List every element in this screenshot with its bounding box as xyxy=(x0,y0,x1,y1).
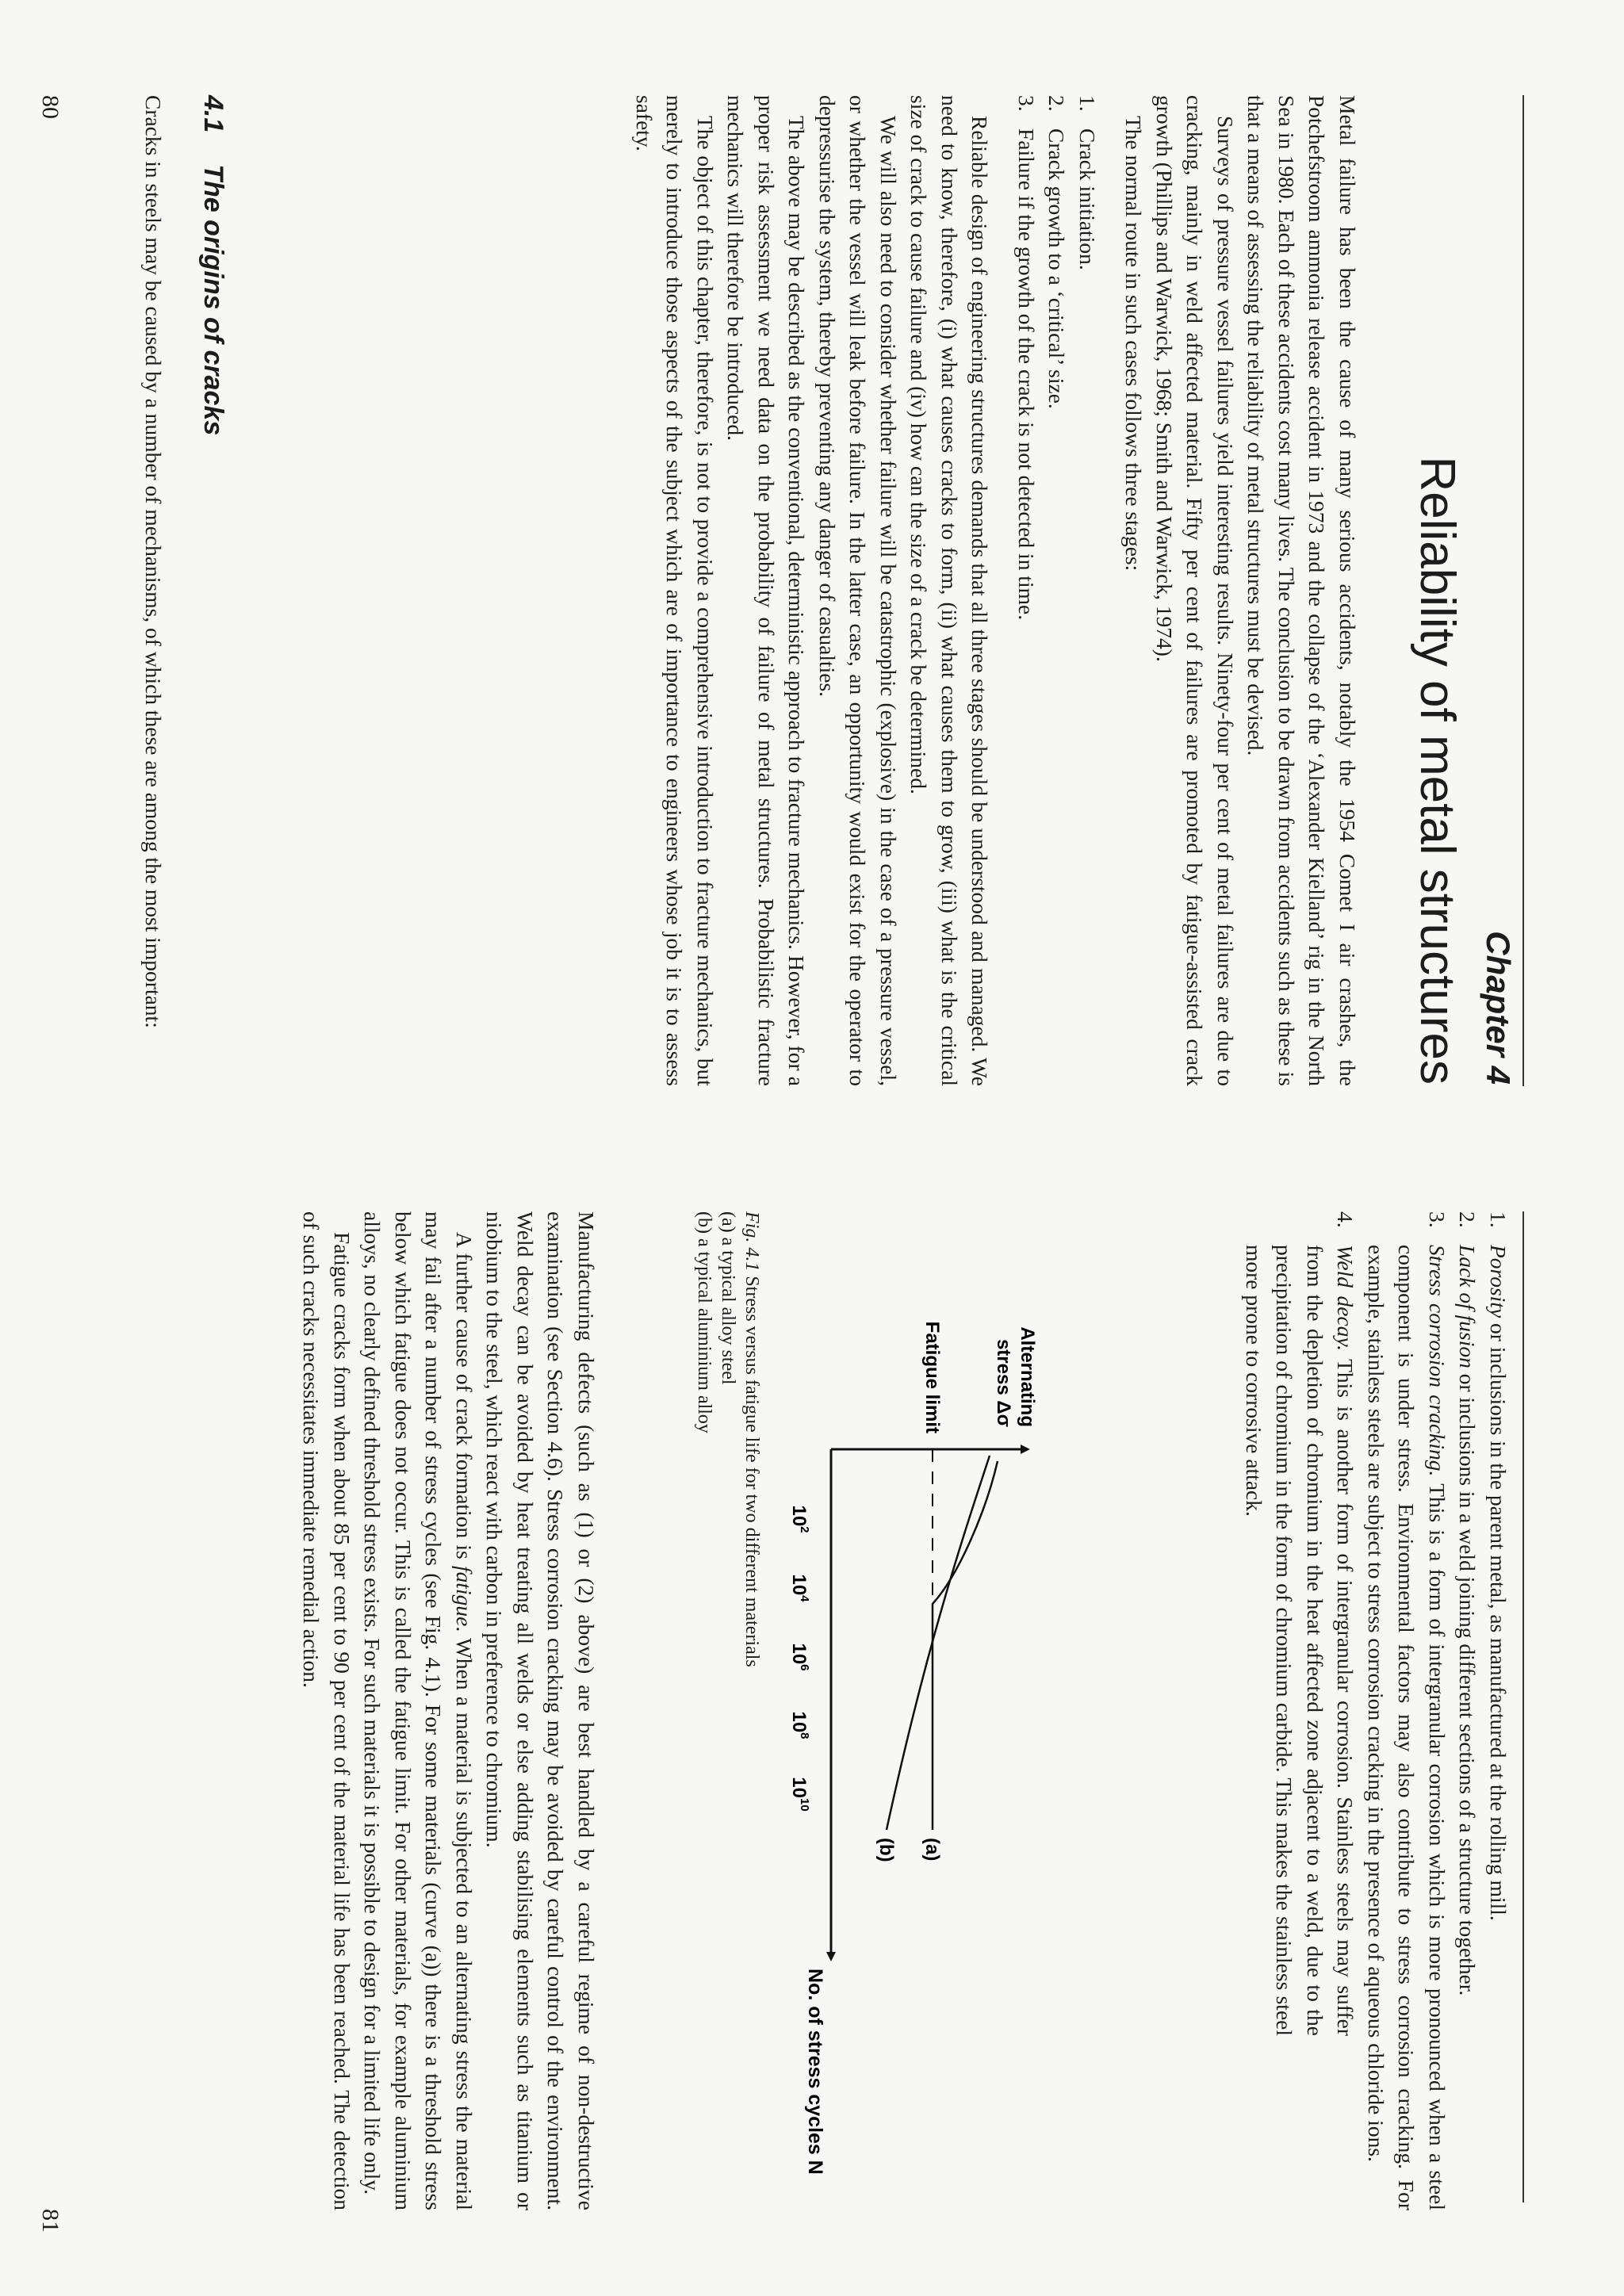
section-title: The origins of cracks xyxy=(198,164,228,436)
paragraph: The object of this chapter, therefore, is not to provide a comprehensive introduction to fracture mechanics, but merely to introduce those aspects of the subject which are of importance to engineers whose job it is to assess safety. xyxy=(632,95,718,1086)
stages-list xyxy=(1011,95,1103,1086)
section-intro: Cracks in steels may be caused by a number of mechanisms, of which these are among the most important: xyxy=(141,95,166,1028)
paragraph: Metal failure has been the cause of many serious accidents, notably the 1954 Comet I air crashes, the Potchefstroom ammonia release accident in 1973 and the collapse of the ‘Alexander Kielland’ rig in the North Sea in 1980. Each of these accidents cost many lives. The conclusion to be drawn from accidents such as these is that a means of assessing the reliability of metal structures must be devised. xyxy=(1243,95,1360,1086)
figure-caption: Fig. 4.1 Stress versus fatigue life for two different materials (a) a typical alloy steel (b) a typical aluminium alloy xyxy=(694,1211,762,1667)
curve-a-label: (a) xyxy=(921,1838,943,1862)
curve-b-label: (b) xyxy=(875,1838,897,1862)
paragraph: Fatigue cracks form when about 85 per cent to 90 per cent of the material life has been reached. The detection of such cracks necessitates immediate remedial action. xyxy=(299,1211,354,2210)
fatigue-limit-label: Fatigue limit xyxy=(921,1321,943,1433)
figure-4-1 xyxy=(0,1148,1624,2296)
right-page xyxy=(0,1148,1624,2296)
section-number: 4.1 xyxy=(198,95,228,133)
y-axis-label: Alternating xyxy=(1017,1326,1038,1427)
figure-number: Fig. 4.1 xyxy=(741,1211,762,1272)
x-axis-label: No. of stress cycles N xyxy=(804,1969,826,2175)
paragraph: Surveys of pressure vessel failures yield interesting results. Ninety-four per cent of metal failures are due to cracking, mainly in weld affected material. Fifty per cent of failures are promoted by fatigue-assisted crack growth (Phillips and Warwick, 1968; Smith and Warwick, 1974). xyxy=(1152,95,1238,1086)
x-tick: $10^2$ xyxy=(788,1505,811,1533)
curve-b xyxy=(887,1456,990,1830)
paragraph: Manufacturing defects (such as (1) or (2) above) are best handled by a careful regime of non-destructive examination (see Section 4.6). Stress corrosion cracking may be avoided by careful control of the environment. Weld decay can be avoided by heat treating all welds or else adding stabilising elements such as titanium or niobium to the steel, which react with carbon in preference to chromium. xyxy=(482,1211,599,2210)
paragraph: A further cause of crack formation is fatigue. When a material is subjected to an alternating stress the material may fail after a number of stress cycles (see Fig. 4.1). For some materials (curve (a)) there is a threshold stress below which fatigue does not occur. This is called the fatigue limit. For other materials, for example aluminium alloys, no clearly defined threshold stress exists. For such materials it is possible to design for a limited life only. xyxy=(360,1211,477,2210)
list-item: 2. Lack of fusion or inclusions in a weld joining different sections of a structure together. xyxy=(1455,1211,1480,1996)
x-tick: $10^8$ xyxy=(788,1711,811,1739)
x-tick: $10^{10}$ xyxy=(788,1777,811,1812)
list-item: 4. Weld decay. This is another form of intergranular corrosion. Stainless steels may suffer from the depletion of chromium in the heat affected zone adjacent to a weld, due to the precipitation of chromium in the form of chromium carbide. This makes the stainless steel more prone to corrosive attack. xyxy=(1242,1211,1358,2036)
right-body-text xyxy=(296,1211,601,2210)
chapter-title: Reliability of metal structures xyxy=(1410,456,1465,1085)
chapter-label: Chapter 4 xyxy=(1480,931,1517,1085)
curve-a xyxy=(933,1461,998,1830)
list-item: 1. Porosity or inclusions in the parent metal, as manufactured at the rolling mill. xyxy=(1486,1211,1511,1921)
page-number: 80 xyxy=(37,95,63,119)
paragraph: The normal route in such cases follows three stages: xyxy=(1121,116,1147,572)
y-axis-label: stress Δσ xyxy=(993,1338,1014,1427)
x-tick-labels xyxy=(788,1505,811,1811)
left-body-text xyxy=(629,95,1363,1086)
list-item: 3. Failure if the growth of the crack is not detected in time. xyxy=(1014,95,1039,621)
page-number: 81 xyxy=(37,2209,63,2233)
x-tick: $10^4$ xyxy=(788,1574,811,1602)
list-item: 2. Crack growth to a ‘critical’ size. xyxy=(1044,95,1070,409)
paragraph: Reliable design of engineering structures demands that all three stages should be understood and managed. We need to know, therefore, (i) what causes cracks to form, (ii) what causes them to grow, (iii) what is the critical size of crack to cause failure and (iv) how can the size of a crack be determined. xyxy=(906,95,993,1086)
paragraph: We will also need to consider whether failure will be catastrophic (explosive) in the case of a pressure vessel, or whether the vessel will leak before failure. In the latter case, an opportunity would exist for the operator to depressurise the system, thereby preventing any danger of casualties. xyxy=(815,95,901,1086)
list-item: 1. Crack initiation. xyxy=(1075,95,1100,270)
list-item: 3. Stress corrosion cracking. This is a form of intergranular corrosion which is more pronounced when a steel component is under stress. Environmental factors may also contribute to stress corrosion cracking. For example, stainless steels are subject to stress corrosion cracking in the presence of aqueous chloride ions. xyxy=(1364,1211,1450,2210)
section-heading xyxy=(197,95,228,1047)
paragraph: The above may be described as the conventional, deterministic approach to fracture mechanics. However, for a proper risk assessment we need data on the probability of failure of metal structures. Probabilistic fracture mechanics will therefore be introduced. xyxy=(723,95,810,1086)
x-tick: $10^6$ xyxy=(788,1643,811,1671)
chapter-rule xyxy=(1522,95,1524,1086)
